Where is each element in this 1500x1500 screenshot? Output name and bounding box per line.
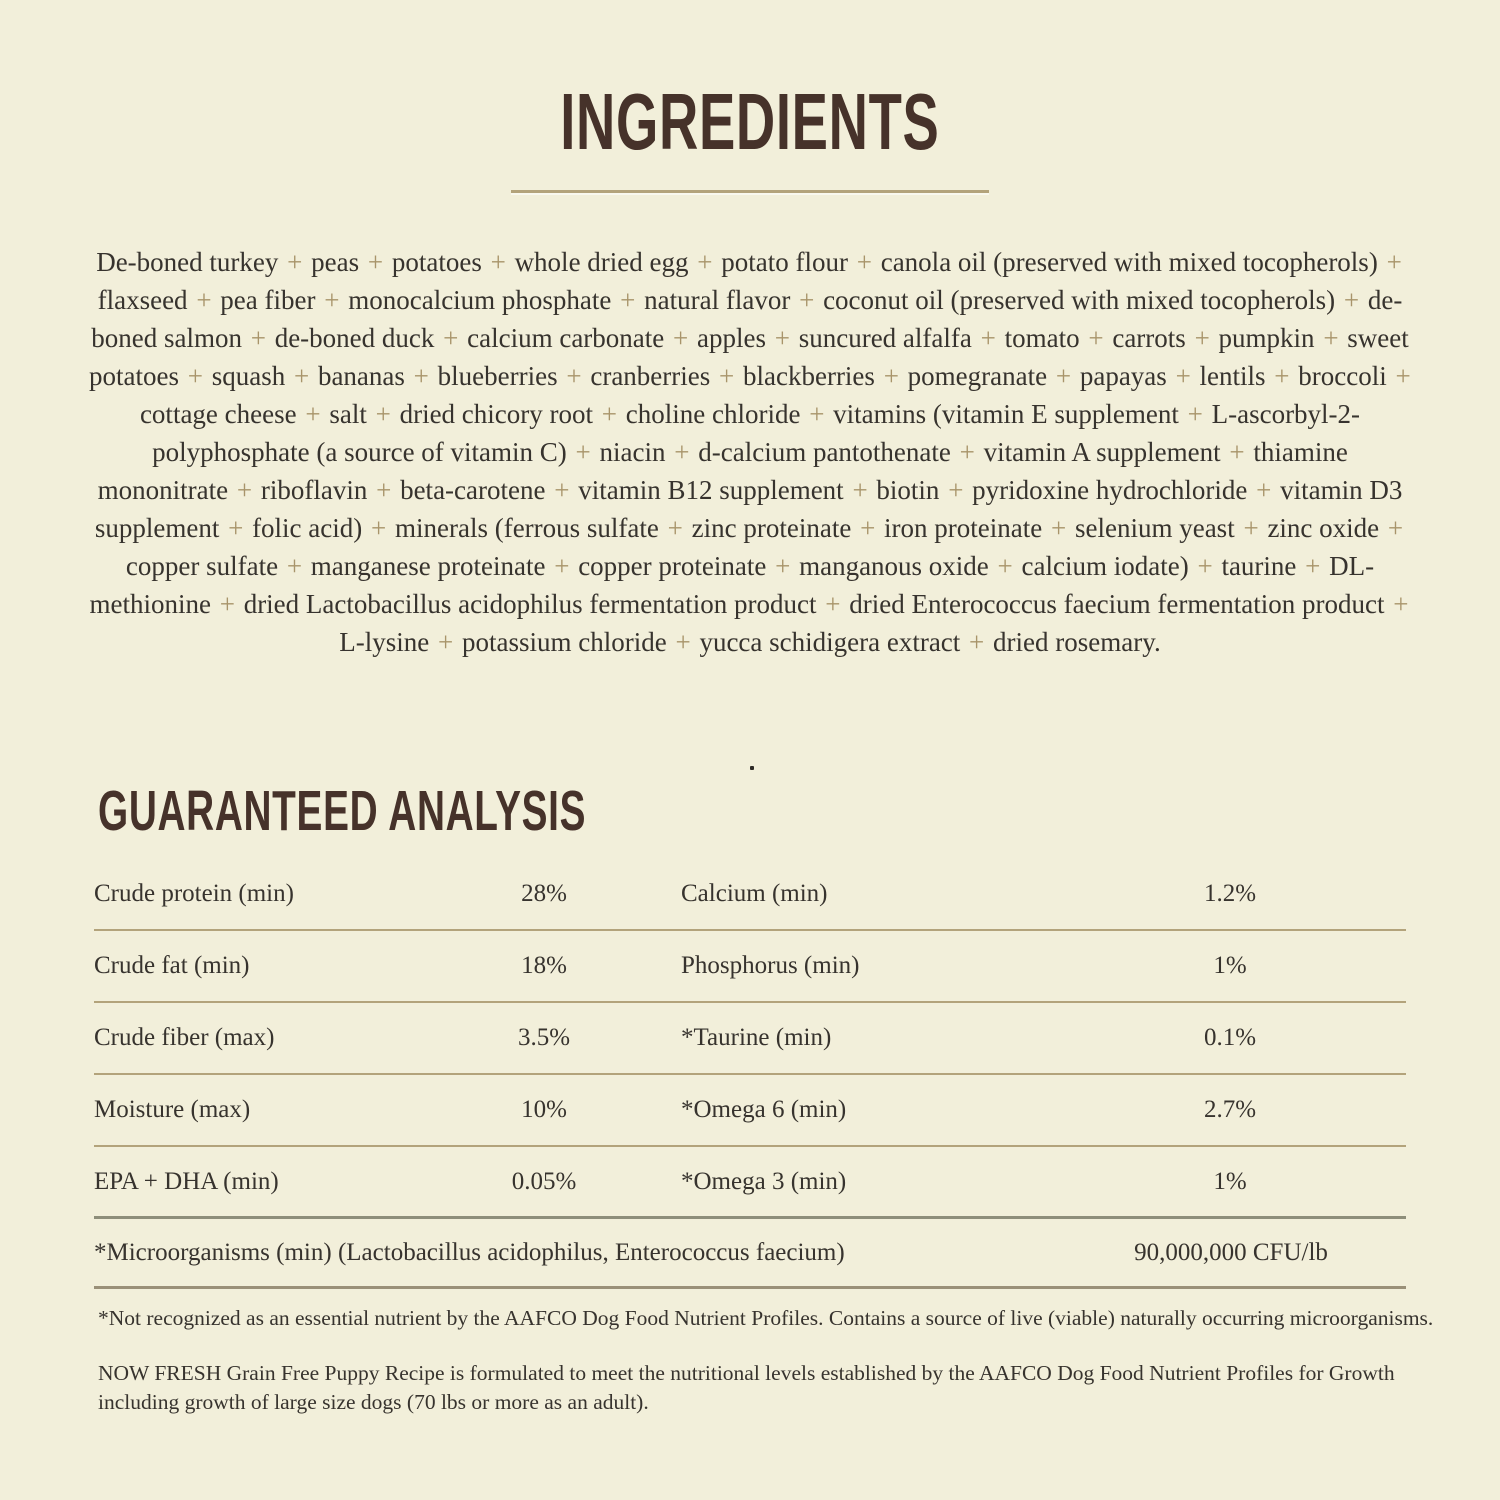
analysis-right-label: Calcium (min) [681,880,828,907]
plus-separator: + [180,361,210,391]
ingredient-item: folic acid) [252,513,363,543]
plus-separator: + [690,247,720,277]
plus-separator: + [221,513,251,543]
plus-separator: + [364,513,393,543]
ingredient-item: potatoes [391,247,482,277]
ingredient-item: beta-carotene [400,475,546,505]
plus-separator: + [1379,247,1402,277]
ingredient-item: pyridoxine hydrochloride [972,475,1248,505]
ingredient-item: natural flavor [644,285,791,315]
plus-separator: + [973,323,1003,353]
ingredient-item: vitamins (vitamin E supplement [833,399,1179,429]
plus-separator: + [1222,437,1252,467]
plus-separator: + [1168,361,1198,391]
ingredient-item: pumpkin [1218,323,1315,353]
ingredient-item: De-boned turkey [96,247,279,277]
analysis-left-value: 3.5% [517,1024,571,1051]
ingredient-item: vitamin A supplement [983,437,1221,467]
analysis-right-label: *Omega 6 (min) [681,1096,847,1123]
ingredient-item: calcium iodate) [1021,551,1189,581]
plus-separator: + [1298,551,1328,581]
ingredient-item: cottage cheese [139,399,297,429]
analysis-table [94,859,1406,1289]
plus-separator: + [849,247,879,277]
plus-separator: + [317,285,347,315]
plus-separator: + [668,627,698,657]
ingredient-item: d-calcium pantothenate [698,437,951,467]
ingredient-item: calcium carbonate [467,323,665,353]
plus-separator: + [431,627,460,657]
plus-separator: + [361,247,390,277]
plus-separator: + [667,437,697,467]
plus-separator: + [483,247,513,277]
analysis-right-label: Phosphorus (min) [681,952,860,979]
analysis-right-value: 1% [1213,1167,1247,1195]
plus-separator: + [952,437,982,467]
plus-separator: + [1386,589,1409,619]
ingredient-item: L-lysine [339,627,430,657]
analysis-left-label: Crude fat (min) [94,952,250,979]
plus-separator: + [941,475,971,505]
plus-separator: + [845,475,875,505]
plus-separator: + [1337,285,1366,315]
plus-separator: + [1249,475,1279,505]
analysis-right-label: *Taurine (min) [681,1024,832,1051]
plus-separator: + [280,551,309,581]
plus-separator: + [368,399,398,429]
ingredient-item: apples [697,323,766,353]
ingredients-title-text: INGREDIENTS [560,77,940,166]
plus-separator: + [1190,551,1220,581]
plus-separator: + [853,513,883,543]
analysis-row [94,1075,1406,1147]
guaranteed-analysis-title-text: GUARANTEED ANALYSIS [98,779,587,843]
plus-separator: + [876,361,906,391]
ingredient-item: minerals (ferrous sulfate [395,513,659,543]
analysis-right-value: 2.7% [1203,1096,1257,1123]
stray-dot [750,766,754,770]
plus-separator: + [1388,361,1411,391]
ingredient-item: thiamine mononitrate [97,437,1348,505]
ingredient-item: cranberries [590,361,711,391]
ingredient-item: dried Lactobacillus acidophilus fermentation product [243,589,817,619]
ingredient-item: choline chloride [625,399,801,429]
ingredient-item: manganese proteinate [310,551,546,581]
analysis-right-value: 1.2% [1203,880,1257,907]
analysis-left-value: 18% [521,952,567,979]
plus-separator: + [243,323,273,353]
plus-separator: + [1049,361,1078,391]
plus-separator: + [230,475,259,505]
plus-separator: + [287,361,316,391]
plus-separator: + [767,323,797,353]
plus-separator: + [559,361,589,391]
plus-separator: + [189,285,219,315]
plus-separator: + [1316,323,1346,353]
analysis-left-value: 28% [521,880,567,907]
analysis-value-microorganisms: 90,000,000 CFU/lb [1134,1238,1328,1266]
plus-separator: + [369,475,399,505]
title-divider [511,190,989,193]
plus-separator: + [792,285,822,315]
analysis-row [94,1003,1406,1075]
plus-separator: + [666,323,695,353]
plus-separator: + [595,399,624,429]
analysis-right-label: *Omega 3 (min) [681,1167,847,1195]
ingredient-item: pea fiber [220,285,316,315]
ingredient-item: tomato [1004,323,1080,353]
analysis-row [94,931,1406,1003]
ingredients-text: De-boned turkey + peas + potatoes + whole dried egg + potato flour + canola oil (preserved with mixed tocopherols) + flaxseed + pea fiber + monocalcium phosphate + natural flavor + coconut oil (preserved with mixed tocopherols) + de-boned salmon + de-boned duck + calcium carbonate + apples + suncured alfalfa + tomato + carrots + pumpkin + sweet potatoes + squash + bananas + blueberries + cranberries + blackberries + pomegranate + papayas + lentils + broccoli + cottage cheese + salt + dried chicory root + choline chloride + vitamins (vitamin E supplement + L-ascorbyl-2-polyphosphate (a source of vitamin C) + niacin + d-calcium pantothenate + vitamin A supplement + thiamine mononitrate + riboflavin + beta-carotene + vitamin B12 supplement + biotin + pyridoxine hydrochloride + vitamin D3 supplement + folic acid) + minerals (ferrous sulfate + zinc proteinate + iron proteinate + selenium yeast + zinc oxide + copper sulfate + manganese proteinate + copper proteinate + manganous oxide + calcium iodate) + taurine + DL-methionine + dried Lactobacillus acidophilus fermentation product + dried Enterococcus faecium fermentation product + L-lysine + potassium chloride + yucca schidigera extract + dried rosemary. [89,247,1411,657]
plus-separator: + [212,589,242,619]
ingredient-item: squash [211,361,286,391]
ingredient-item: broccoli [1298,361,1387,391]
ingredient-item: copper proteinate [578,551,767,581]
plus-separator: + [962,627,992,657]
plus-separator: + [1187,323,1217,353]
plus-separator: + [802,399,832,429]
analysis-row [94,859,1406,931]
analysis-right-value: 1% [1213,952,1247,979]
analysis-row-microorganisms [94,1219,1406,1289]
plus-separator: + [660,513,690,543]
ingredient-item: peas [311,247,360,277]
ingredients-title [0,0,1500,166]
ingredient-item: vitamin B12 supplement [578,475,844,505]
ingredient-item: dried chicory root [399,399,594,429]
plus-separator: + [298,399,328,429]
ingredient-item: iron proteinate [884,513,1043,543]
analysis-left-value: 10% [521,1096,567,1123]
ingredient-item: carrots [1112,323,1186,353]
ingredient-item: zinc proteinate [691,513,852,543]
ingredient-item: flaxseed [97,285,188,315]
analysis-label-microorganisms: *Microorganisms (min) (Lactobacillus acidophilus, Enterococcus faecium) [94,1238,845,1266]
ingredient-item: DL-methionine [89,551,1375,619]
plus-separator: + [406,361,436,391]
ingredient-item: riboflavin [260,475,368,505]
plus-separator: + [568,437,598,467]
plus-separator: + [1180,399,1210,429]
plus-separator: + [768,551,798,581]
analysis-left-label: Crude protein (min) [94,880,294,907]
ingredient-item: copper sulfate [125,551,279,581]
ingredient-item: blackberries [743,361,875,391]
ingredient-item: sweet potatoes [89,323,1409,391]
ingredient-item: monocalcium phosphate [348,285,612,315]
ingredient-item: lentils [1199,361,1266,391]
ingredient-item: yucca schidigera extract [699,627,961,657]
ingredient-item: potato flour [721,247,848,277]
plus-separator: + [547,475,577,505]
plus-separator: + [613,285,643,315]
ingredient-item: whole dried egg [514,247,689,277]
ingredient-item: dried rosemary [993,627,1154,657]
plus-separator: + [1267,361,1297,391]
analysis-left-value: 0.05% [511,1167,577,1195]
plus-separator: + [280,247,310,277]
plus-separator: + [990,551,1020,581]
analysis-left-label: Crude fiber (max) [94,1024,275,1051]
ingredient-item: de-boned duck [274,323,435,353]
ingredient-item: dried Enterococcus faecium fermentation product [849,589,1385,619]
analysis-left-label: EPA + DHA (min) [94,1167,279,1195]
ingredient-item: coconut oil (preserved with mixed tocopherols) [823,285,1336,315]
ingredient-item: selenium yeast [1074,513,1235,543]
plus-separator: + [1381,513,1404,543]
ingredient-item: salt [329,399,367,429]
footnote-aafco-nutrient: *Not recognized as an essential nutrient by the AAFCO Dog Food Nutrient Profiles. Contains a source of live (viable) naturally occurring microorganisms. [98,1306,1434,1330]
plus-separator: + [436,323,466,353]
plus-separator: + [818,589,848,619]
ingredient-item: zinc oxide [1267,513,1380,543]
footnote-formulation: NOW FRESH Grain Free Puppy Recipe is formulated to meet the nutritional levels established by the AAFCO Dog Food Nutrient Profiles for Growth including growth of large size dogs (70 lbs or more as an adult). [98,1361,1395,1414]
ingredient-item: taurine [1221,551,1297,581]
plus-separator: + [1236,513,1266,543]
analysis-left-label: Moisture (max) [94,1096,251,1123]
analysis-row [94,1147,1406,1219]
ingredient-item: biotin [876,475,940,505]
ingredient-item: manganous oxide [799,551,989,581]
ingredient-item: canola oil (preserved with mixed tocopherols) [880,247,1378,277]
ingredient-item: blueberries [437,361,558,391]
ingredient-item: de-boned salmon [91,285,1403,353]
plus-separator: + [1044,513,1073,543]
ingredient-item: L-ascorbyl-2-polyphosphate (a source of vitamin C) [152,399,1361,467]
ingredient-item: potassium chloride [461,627,667,657]
guaranteed-analysis-title [98,779,1500,851]
ingredient-item: niacin [599,437,666,467]
plus-separator: + [547,551,577,581]
plus-separator: + [712,361,741,391]
ingredient-item: vitamin D3 supplement [94,475,1403,543]
ingredient-item: bananas [317,361,405,391]
plus-separator: + [1081,323,1111,353]
ingredient-item: pomegranate [907,361,1048,391]
analysis-right-value: 0.1% [1203,1024,1257,1051]
ingredient-item: suncured alfalfa [798,323,972,353]
ingredient-item: papayas [1079,361,1167,391]
